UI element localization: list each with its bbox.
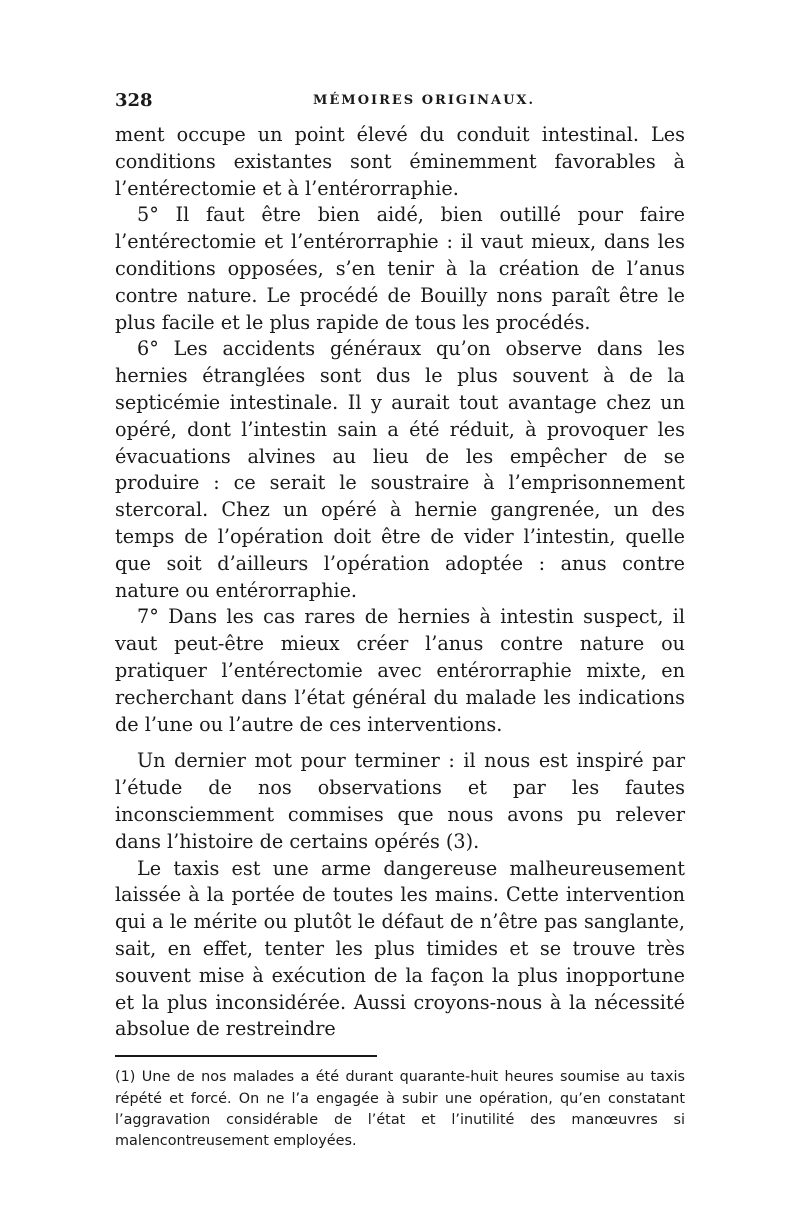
paragraph: Le taxis est une arme dangereuse malheureusement laissée à la portée de toutes les mains. Cette intervention qui a le mérite ou plutôt le défaut de n’être pas sanglante, sait, en effet, tenter les plus timides et se trouve très souvent mise à exécution de la façon la plus inopportune et la plus inconsidérée. Aussi croyons-nous à la nécessité absolue de restreindre [115, 856, 685, 1041]
paragraph: 7° Dans les cas rares de hernies à intestin suspect, il vaut peut-être mieux créer l’anus contre nature ou pratiquer l’entérectomie avec entérorraphie mixte, en recherchant dans l’état général du malade les indications de l’une ou l’autre de ces interventions. [115, 605, 685, 736]
page-header [115, 90, 685, 118]
paragraph: 5° Il faut être bien aidé, bien outillé pour faire l’entérectomie et l’entérorraphie : il vaut mieux, dans les conditions opposées, s’en tenir à la création de l’anus contre nature. Le procédé de Bouilly nons paraît être le plus facile et le plus rapide de tous les procédés. [115, 203, 685, 334]
running-head: MÉMOIRES ORIGINAUX. [313, 93, 536, 108]
book-page [115, 90, 685, 1153]
footnote-rule [115, 1055, 377, 1057]
footnote-text: (1) Une de nos malades a été durant quarante-huit heures soumise au taxis répété et forcé. On ne l’a engagée à subir une opération, qu’en constatant l’aggravation considérable de l’état et l’inutilité des manœuvres si malencontreusement employées. [115, 1069, 685, 1150]
paragraph: 6° Les accidents généraux qu’on observe dans les hernies étranglées sont dus le plus souvent à de la septicémie intestinale. Il y aurait tout avantage chez un opéré, dont l’intestin sain a été réduit, à provoquer les évacuations alvines au lieu de les empêcher de se produire : ce serait le soustraire à l’emprisonnement stercoral. Chez un opéré à hernie gangrenée, un des temps de l’opération doit être de vider l’intestin, quelle que soit d’ailleurs l’opération adoptée : anus contre nature ou entérorraphie. [115, 337, 685, 602]
paragraph: Un dernier mot pour terminer : il nous est inspiré par l’étude de nos observations et par les fautes inconsciemment commises que nous avons pu relever dans l’histoire de certains opérés (3). [115, 749, 685, 853]
page-number: 328 [115, 90, 153, 111]
footnote [115, 1067, 685, 1153]
body-text [115, 122, 685, 1043]
paragraph: ment occupe un point élevé du conduit intestinal. Les conditions existantes sont éminemment favorables à l’entérectomie et à l’entérorraphie. [115, 123, 685, 200]
